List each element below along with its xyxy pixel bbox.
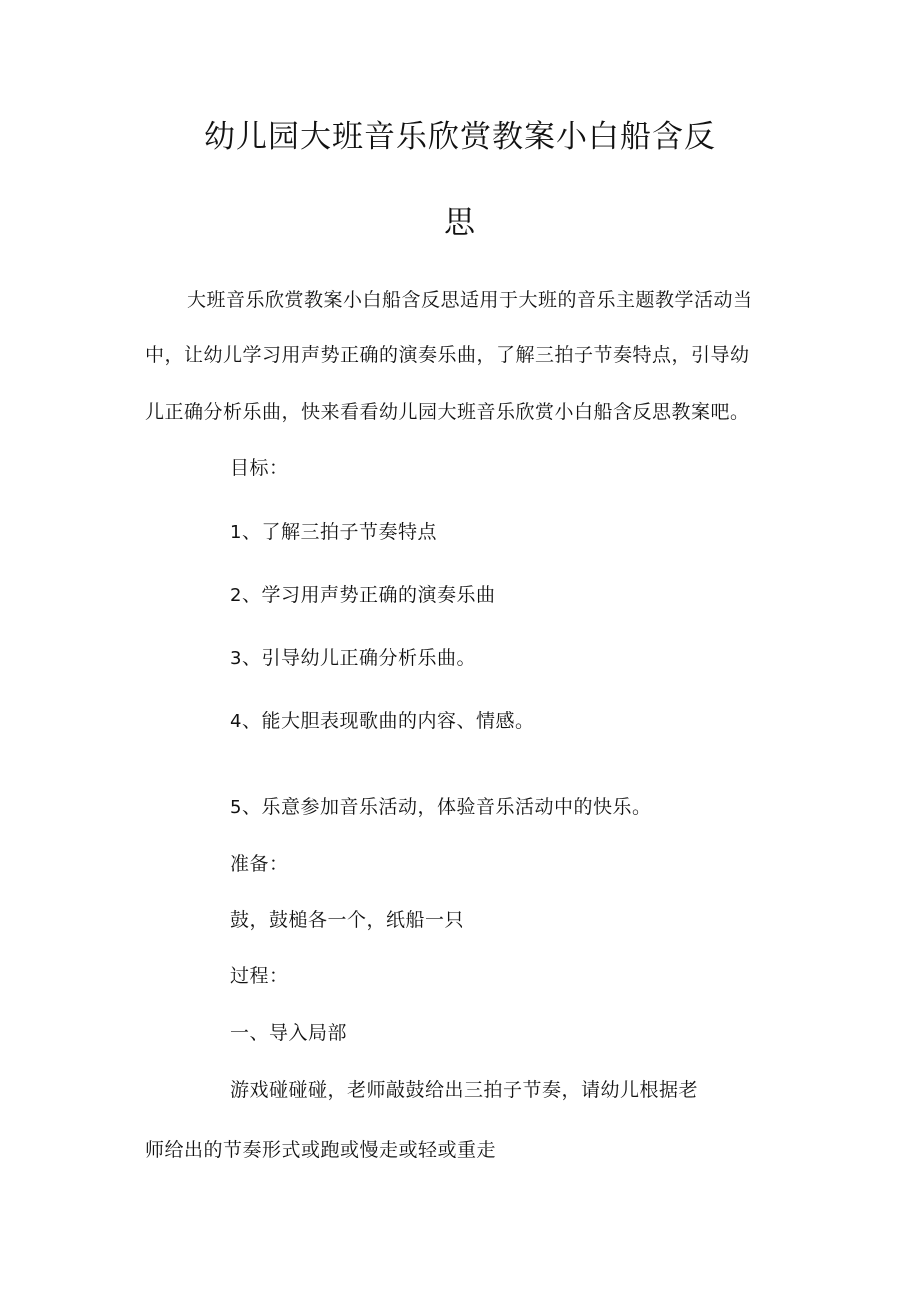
document-title-line-2: 思 <box>444 205 476 241</box>
goal-item <box>230 649 476 668</box>
goal-item <box>230 523 437 542</box>
intro-paragraph-line-1: 大班音乐欣赏教案小白船含反思适用于大班的音乐主题教学活动当 <box>187 289 753 311</box>
goal-text: 、了解三拍子节奏特点 <box>241 521 437 543</box>
goal-text: 、引导幼儿正确分析乐曲。 <box>241 647 476 669</box>
goal-number: 3 <box>230 648 242 669</box>
section-paragraph-line-1: 游戏碰碰碰，老师敲鼓给出三拍子节奏，请幼儿根据老 <box>230 1079 699 1101</box>
process-heading: 过程： <box>230 965 289 987</box>
goal-number: 1 <box>230 522 242 543</box>
section-heading: 一、导入局部 <box>230 1022 348 1044</box>
intro-paragraph-line-3: 儿正确分析乐曲，快来看看幼儿园大班音乐欣赏小白船含反思教案吧。 <box>145 401 750 423</box>
goals-heading: 目标： <box>230 457 289 479</box>
intro-paragraph-line-2: 中，让幼儿学习用声势正确的演奏乐曲，了解三拍子节奏特点，引导幼 <box>145 344 750 366</box>
goal-number: 4 <box>230 711 242 732</box>
goal-number: 2 <box>230 585 242 606</box>
goal-item <box>230 586 495 605</box>
goal-text: 、乐意参加音乐活动，体验音乐活动中的快乐。 <box>241 796 652 818</box>
preparation-heading: 准备： <box>230 853 289 875</box>
document-title-line-1: 幼儿园大班音乐欣赏教案小白船含反 <box>204 119 716 155</box>
goal-item <box>230 798 651 817</box>
preparation-text: 鼓，鼓槌各一个，纸船一只 <box>230 909 465 931</box>
goal-item <box>230 712 534 731</box>
goal-number: 5 <box>230 797 242 818</box>
goal-text: 、学习用声势正确的演奏乐曲 <box>241 584 496 606</box>
section-paragraph-line-2: 师给出的节奏形式或跑或慢走或轻或重走 <box>145 1139 497 1161</box>
goal-text: 、能大胆表现歌曲的内容、情感。 <box>241 710 535 732</box>
